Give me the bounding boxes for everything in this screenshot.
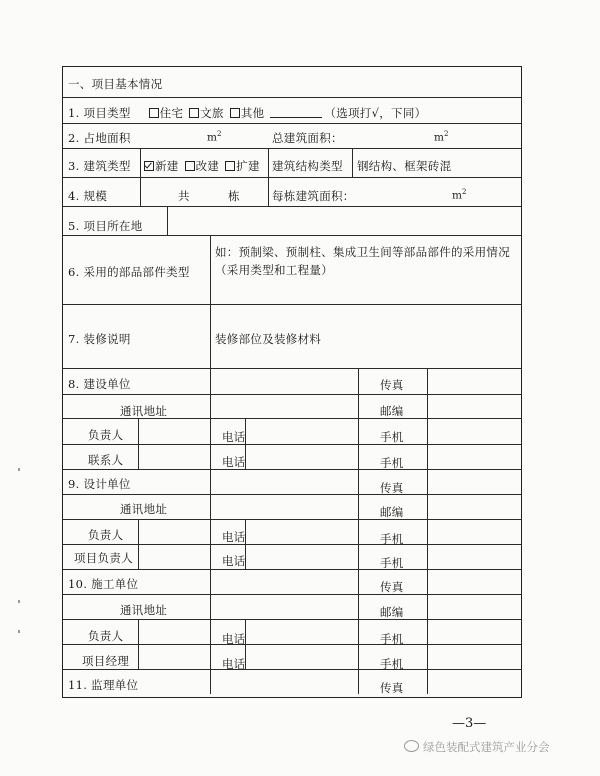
components-description: 如：预制梁、预制柱、集成卫生间等部品部件的采用情况（采用类型和工程量）: [215, 245, 510, 277]
owner-head-label: 负责人: [88, 428, 124, 442]
grid-row-line: [62, 594, 522, 595]
owner-contact-label: 联系人: [88, 453, 124, 467]
grid-row-line: [62, 304, 522, 305]
contractor-manager-phone-label: 电话: [222, 657, 246, 671]
grid-row-line: [62, 177, 522, 178]
supervision-unit-label: 11. 监理单位: [68, 678, 139, 692]
page-number: —3—: [452, 716, 487, 731]
wechat-icon: [404, 740, 419, 752]
design-fax-label: 传真: [380, 481, 404, 495]
design-postcode-label: 邮编: [380, 505, 404, 519]
grid-column-line: [210, 235, 211, 368]
design-head-mobile-label: 手机: [380, 532, 404, 546]
building-type-options: [142, 159, 260, 173]
design-address-label: 通讯地址: [120, 502, 168, 516]
grid-column-line: [358, 368, 359, 694]
grid-row-line: [62, 418, 522, 419]
grid-row-line: [62, 123, 522, 124]
land-area-label: 2. 占地面积: [68, 131, 131, 145]
grid-column-line: [268, 148, 269, 206]
project-location-label: 5. 项目所在地: [68, 219, 143, 233]
checkbox-extension[interactable]: [225, 161, 235, 171]
grid-row-line: [62, 569, 522, 570]
area-per-building-label: 每栋建筑面积：: [272, 189, 355, 203]
design-unit-label: 9. 设计单位: [68, 477, 131, 491]
grid-row-line: [62, 206, 522, 207]
watermark: [404, 739, 550, 755]
design-lead-phone-label: 电话: [222, 554, 246, 568]
scale-total-prefix: 共: [178, 189, 190, 203]
grid-row-line: [62, 444, 522, 445]
contractor-head-phone-label: 电话: [222, 632, 246, 646]
area-per-building-unit: $m^2$: [452, 188, 467, 202]
checkbox-cultural-tourism[interactable]: [189, 108, 199, 118]
option-other: 其他: [240, 106, 265, 120]
contractor-address-label: 通讯地址: [120, 603, 168, 617]
grid-column-line: [352, 148, 353, 177]
checkbox-new-build[interactable]: [144, 161, 154, 171]
contractor-fax-label: 传真: [380, 580, 404, 594]
total-floor-area-label: 总建筑面积：: [272, 131, 343, 145]
contractor-unit-label: 10. 施工单位: [68, 577, 139, 591]
design-head-label: 负责人: [88, 528, 124, 542]
decoration-label: 7. 装修说明: [68, 332, 131, 346]
grid-row-line: [62, 544, 522, 545]
contractor-head-mobile-label: 手机: [380, 632, 404, 646]
option-extension: 扩建: [236, 159, 260, 173]
option-renovation: 改建: [195, 159, 220, 173]
grid-column-line: [427, 368, 428, 694]
design-lead-mobile-label: 手机: [380, 556, 404, 570]
option-residential: 住宅: [159, 106, 184, 120]
grid-row-line: [62, 368, 522, 369]
land-area-unit: $m^2$: [207, 130, 222, 144]
scan-mark: [18, 600, 20, 603]
owner-contact-mobile-label: 手机: [380, 456, 404, 470]
grid-row-line: [62, 235, 522, 236]
contractor-postcode-label: 邮编: [380, 605, 404, 619]
decoration-description: 装修部位及装修材料: [215, 332, 322, 346]
section-title: 一、项目基本情况: [68, 77, 163, 91]
owner-address-label: 通讯地址: [120, 404, 168, 418]
design-project-lead-label: 项目负责人: [74, 551, 133, 565]
check-instruction-note: （选项打√，下同）: [324, 106, 427, 120]
watermark-text: 绿色装配式建筑产业分会: [423, 740, 550, 754]
grid-row-line: [62, 669, 522, 670]
owner-head-mobile-label: 手机: [380, 430, 404, 444]
option-new-build: 新建: [155, 159, 179, 173]
contractor-manager-label: 项目经理: [82, 654, 130, 668]
owner-postcode-label: 邮编: [380, 404, 404, 418]
other-blank-field[interactable]: [270, 107, 322, 118]
design-head-phone-label: 电话: [222, 530, 246, 544]
checkbox-other[interactable]: [230, 108, 240, 118]
owner-contact-phone-label: 电话: [222, 455, 246, 469]
grid-row-line: [62, 469, 522, 470]
grid-row-line: [62, 148, 522, 149]
scan-mark: [18, 468, 20, 471]
grid-row-line: [62, 519, 522, 520]
project-type-label: 1. 项目类型: [68, 106, 131, 120]
grid-row-line: [62, 97, 522, 98]
scale-label: 4. 规模: [68, 189, 108, 203]
contractor-head-label: 负责人: [88, 629, 124, 643]
grid-column-line: [138, 619, 139, 669]
owner-fax-label: 传真: [380, 378, 404, 392]
grid-row-line: [62, 644, 522, 645]
total-floor-area-unit: $m^2$: [434, 130, 449, 144]
grid-column-line: [140, 177, 141, 206]
grid-row-line: [62, 394, 522, 395]
contractor-manager-mobile-label: 手机: [380, 657, 404, 671]
option-cultural-tourism: 文旅: [200, 106, 224, 120]
checkbox-residential[interactable]: [149, 108, 159, 118]
grid-row-line: [62, 494, 522, 495]
owner-head-phone-label: 电话: [222, 430, 246, 444]
supervision-fax-label: 传真: [380, 681, 404, 695]
scan-mark: [18, 630, 20, 633]
project-type-row: [68, 106, 426, 120]
scale-building-unit: 栋: [228, 189, 240, 203]
grid-column-line: [210, 368, 211, 694]
checkbox-renovation[interactable]: [185, 161, 195, 171]
structure-type-value: 钢结构、框架砖混: [357, 159, 452, 173]
grid-column-line: [140, 148, 141, 177]
components-label: 6. 采用的部品部件类型: [68, 265, 190, 279]
grid-column-line: [138, 418, 139, 469]
building-type-label: 3. 建筑类型: [68, 159, 131, 173]
grid-column-line: [138, 519, 139, 569]
grid-column-line: [167, 206, 168, 235]
structure-type-label: 建筑结构类型: [272, 159, 343, 173]
owner-unit-label: 8. 建设单位: [68, 377, 131, 391]
grid-row-line: [62, 619, 522, 620]
